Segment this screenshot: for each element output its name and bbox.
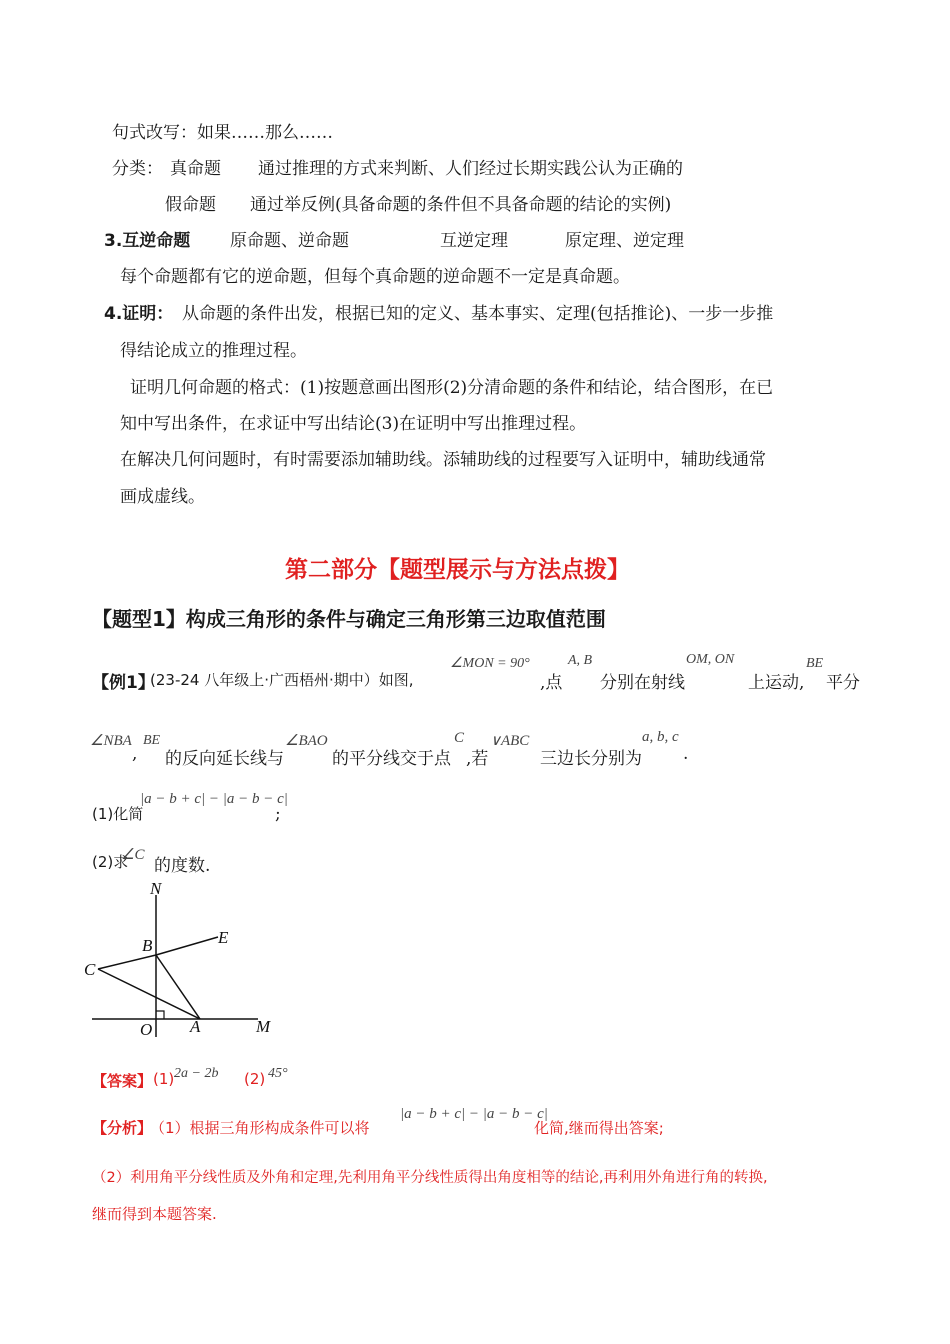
text-if: ,若 [466,749,489,769]
example-source: (23-24 八年级上·广西梧州·期中）如图, [150,671,414,689]
analysis-line3: 继而得到本题答案. [92,1205,217,1223]
label-e: E [218,928,229,947]
question1-label: (1)化简 [92,805,144,823]
label-n: N [150,879,162,898]
text-moving: 上运动, [748,673,805,693]
text-meet: 的平分线交于点 [332,749,451,769]
item4-label: 4.证明： [104,304,174,324]
label-c: C [84,960,96,979]
true-proposition-desc: 通过推理的方式来判断、人们经过长期实践公认为正确的 [258,159,683,179]
question2-end: 的度数. [154,856,211,876]
be-1: BE [806,656,824,671]
period: . [683,744,689,764]
proof-format-line1: 证明几何命题的格式：(1)按题意画出图形(2)分清命题的条件和结论，结合图形，在已 [130,378,774,398]
angle-mon: ∠MON = 90° [450,656,530,671]
geometry-figure [80,875,300,1050]
item3-label: 3.互逆命题 [104,231,191,251]
answer-value1: 2a − 2b [174,1066,219,1081]
segment-be [156,937,218,955]
label-a: A [190,1017,201,1036]
part2-title: 第二部分【题型展示与方法点拨】 [285,557,630,583]
analysis-line1-b: 化简,继而得出答案; [534,1119,664,1137]
question1-end: ; [275,804,281,824]
analysis-line2: （2）利用角平分线性质及外角和定理,先利用角平分线性质得出角度相等的结论,再利用外角进行角的转换, [92,1170,768,1186]
segment-ba [156,955,200,1019]
text-on-rays: 分别在射线 [600,673,685,693]
sides-abc: a, b, c [642,729,679,745]
item3-line2: 每个命题都有它的逆命题，但每个真命题的逆命题不一定是真命题。 [120,267,630,287]
question2-label: (2)求 [92,853,129,871]
item4-line1: 从命题的条件出发，根据已知的定义、基本事实、定理(包括推论)、一步一步推 [182,304,774,324]
text-point: ,点 [540,673,563,693]
label-o: O [140,1020,153,1039]
question1-expr: |a − b + c| − |a − b − c| [140,791,288,807]
label-m: M [256,1017,271,1036]
rays-om-on: OM, ON [686,652,735,667]
segment-cb [98,955,156,969]
answer-label: 【答案】 [92,1072,153,1090]
answer-part1: (1) [153,1070,175,1088]
answer-part2: (2) [244,1070,266,1088]
comma: , [132,744,138,764]
rewrite-line: 句式改写：如果……那么…… [112,123,333,143]
true-proposition-label: 真命题 [170,159,221,179]
question2-expr: ∠C [121,847,145,863]
item3-c: 原定理、逆定理 [565,231,684,251]
text-bisect: 平分 [826,673,860,693]
item3-a: 原命题、逆命题 [230,231,349,251]
text-sides: 三边长分别为 [540,749,642,769]
item3-b: 互逆定理 [440,231,508,251]
right-angle-mark [156,1011,164,1019]
point-c: C [454,730,465,746]
false-proposition-desc: 通过举反例(具备命题的条件但不具备命题的结论的实例) [250,195,672,215]
answer-value2: 45° [268,1066,288,1081]
item4-line2: 得结论成立的推理过程。 [120,341,307,361]
example-label: 【例1】 [92,673,155,693]
false-proposition-label: 假命题 [165,195,216,215]
type1-title: 【题型1】构成三角形的条件与确定三角形第三边取值范围 [92,607,606,631]
be-2: BE [143,733,161,748]
triangle-abc: ∨ABC [490,733,530,749]
angle-bao: ∠BAO [285,733,328,749]
analysis-line1-a: （1）根据三角形构成条件可以将 [150,1119,370,1137]
proof-format-line2: 知中写出条件，在求证中写出结论(3)在证明中写出推理过程。 [120,414,587,434]
text-reverse: 的反向延长线与 [165,749,284,769]
segment-ca [98,969,200,1019]
points-ab: A, B [568,653,593,668]
angle-nba: ∠NBA [90,733,132,749]
classify-label: 分类： [112,159,163,179]
aux-line1: 在解决几何问题时，有时需要添加辅助线。添辅助线的过程要写入证明中，辅助线通常 [120,450,766,470]
aux-line2: 画成虚线。 [120,487,205,507]
label-b: B [142,936,153,955]
analysis-expr: |a − b + c| − |a − b − c| [400,1106,548,1122]
analysis-label: 【分析】 [92,1119,153,1137]
